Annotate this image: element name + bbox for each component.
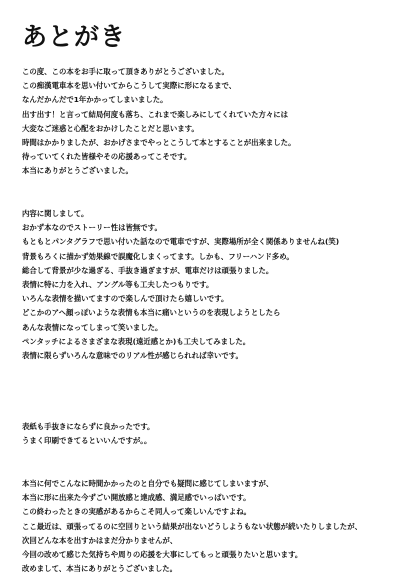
text-line: 次回どんな本を出すかはまだ分かりませんが、 — [22, 535, 178, 545]
text-line: 本当に何でこんなに時間かかったのと自分でも疑問に感じてしまいますが、 — [22, 479, 274, 488]
text-line: 背景もろくに描かず効果線で誤魔化しまくってます。しかも、フリーハンド多め。 — [22, 251, 294, 261]
text-line: 大変なご迷惑と心配をおかけしたことだと思います。 — [22, 123, 199, 133]
page-title: あとがき — [22, 22, 127, 51]
text-line: 本当に形に出来た今ずごい開放感と達成感、満足感でいっぱいです。 — [22, 493, 251, 503]
text-line: あんな表情になってしまって笑いました。 — [22, 322, 163, 332]
text-line: 待っていてくれた皆様やその応援あってこそです。 — [22, 152, 192, 162]
text-line: 時間はかかりましたが、おかげさまでやっとこうして本とすることが出来ました。 — [22, 138, 296, 148]
text-line: どこかのアヘ顔っぽいような表情も本当に痛いというのを表現しようとしたら — [22, 308, 281, 318]
paragraph-thanks — [22, 65, 394, 179]
text-line: もともとパンタグラフで思い付いた話なので電車ですが、実際場所が全く関係ありませんね(笑) — [22, 237, 340, 247]
paragraph-cover — [22, 420, 394, 448]
text-line: ここ最近は、頑張ってるのに空回りという結果が出ないどうしようもない状態が続いたりしましたが、 — [22, 521, 362, 531]
text-line: なんだかんだで1年かかってしまいました。 — [22, 95, 168, 105]
text-line: 出す出す！と言って結局何度も落ち、これまで楽しみにしてくれていた方々には — [22, 109, 289, 119]
text-line: ペンタッチによるさまざまな表現(遠近感とか)も工夫してみました。 — [22, 336, 251, 346]
text-line: 表情に限らずいろんな意味でのリアル性が感じられれば幸いです。 — [22, 351, 243, 361]
text-line: 今回の改めて感じた気持ちや周りの応援を大事にしてもっと頑張りたいと思います。 — [22, 550, 303, 560]
text-line: 内容に関しまして。 — [22, 209, 89, 218]
text-line: いろんな表情を描いてますので楽しんで頂けたら嬉しいです。 — [22, 294, 229, 304]
text-line: 改めまして、本当にありがとうございました。 — [22, 564, 178, 574]
paragraph-closing — [22, 477, 394, 576]
text-line: この痴漢電車本を思い付いてからこうして実際に形になるまで、 — [22, 81, 237, 91]
paragraph-content — [22, 207, 394, 363]
text-line: 表情に特に力を入れ、アングル等も工夫したつもりです。 — [22, 280, 214, 290]
text-line: おかず本なのでストーリー性は皆無です。 — [22, 223, 162, 233]
text-line: この終わったときの実感があるからこそ同人って楽しいんですよね。 — [22, 507, 252, 517]
text-line: うまく印刷できてるといいんですが。。 — [22, 436, 152, 446]
text-line: この度、この本をお手に取って頂きありがとうございました。 — [22, 67, 229, 76]
text-line: 総合して背景が少な過ぎる、手抜き過ぎますが、電車だけは頑張りました。 — [22, 265, 274, 275]
text-line: 表紙も手抜きにならずに良かったです。 — [22, 422, 155, 431]
text-line: 本当にありがとうございました。 — [22, 166, 133, 176]
